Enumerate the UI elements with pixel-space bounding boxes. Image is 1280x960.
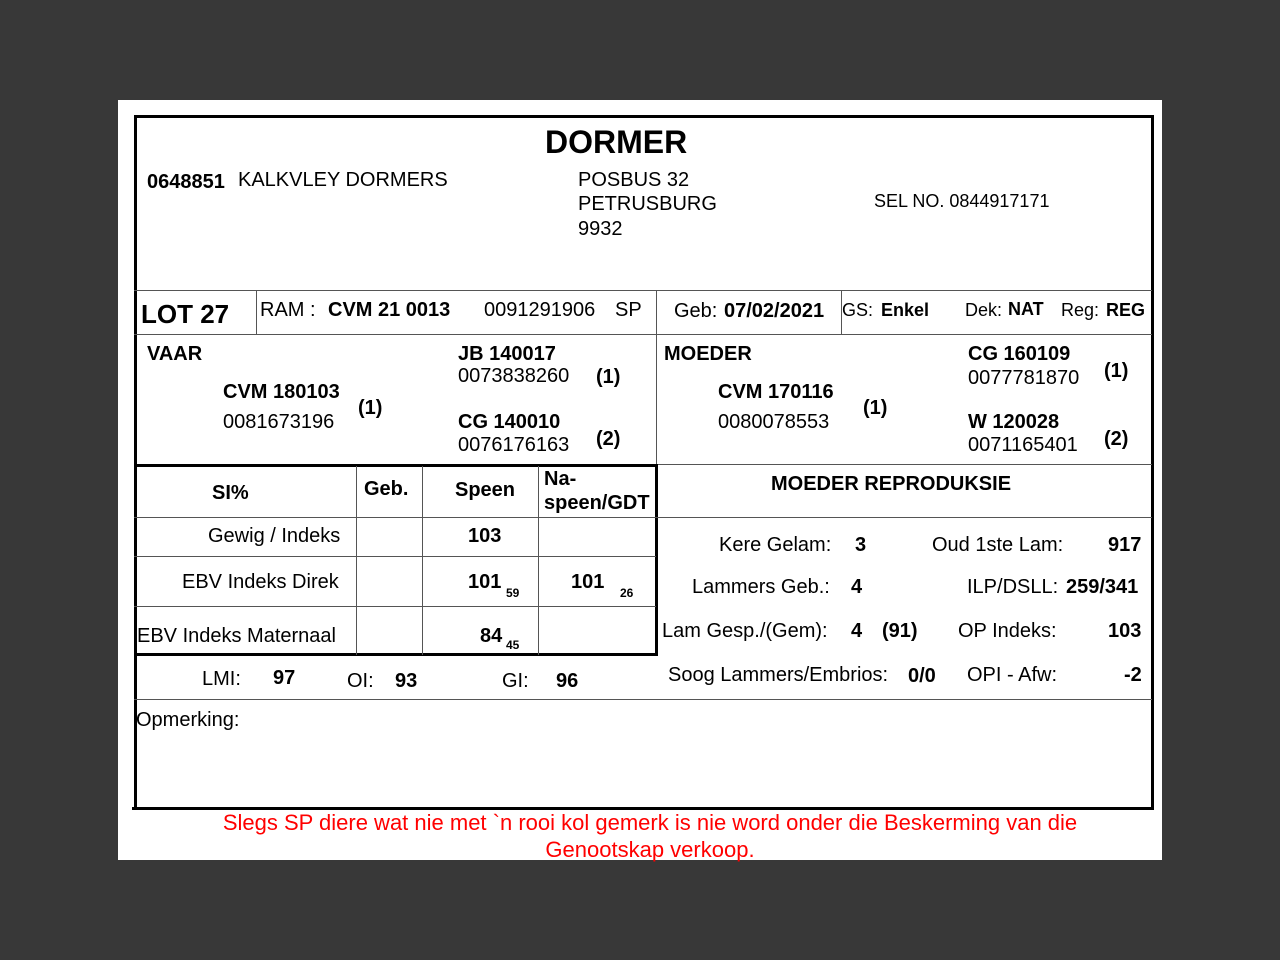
birth-date: 07/02/2021 — [724, 300, 825, 322]
oi-value: 93 — [395, 670, 418, 692]
dam-id: CVM 170116 — [718, 381, 834, 403]
gi-value: 96 — [556, 670, 579, 692]
soog-label: Soog Lammers/Embrios: — [668, 664, 889, 686]
dam-sire-id: CG 160109 — [968, 343, 1071, 365]
lammers-value: 4 — [851, 576, 863, 598]
gesp-value: 4 — [851, 620, 863, 642]
ram-status: SP — [615, 299, 642, 321]
sire-number: 0081673196 — [223, 411, 335, 433]
frame-left — [134, 115, 137, 810]
dam-dam-mark: (2) — [1104, 428, 1129, 450]
footer-notice-line2: Genootskap verkoop. — [545, 837, 755, 862]
naspeen-header-line2: speen/GDT — [544, 492, 650, 514]
geb-header: Geb. — [364, 478, 409, 500]
address-line-3: 9932 — [578, 218, 623, 240]
breed-title: DORMER — [545, 124, 688, 160]
reg-label: Reg: — [1061, 300, 1100, 320]
lot-row-bottom-line — [134, 334, 1152, 335]
reg-value: REG — [1106, 300, 1146, 320]
dek-label: Dek: — [965, 300, 1003, 320]
lot-number: LOT 27 — [141, 299, 230, 329]
phone-number: SEL NO. 0844917171 — [874, 191, 1050, 211]
row-label-ebv-maternaal: EBV Indeks Maternaal — [137, 625, 336, 647]
dam-number: 0080078553 — [718, 411, 830, 433]
ilp-label: ILP/DSLL: — [967, 576, 1059, 598]
sire-dam-number: 0076176163 — [458, 434, 570, 456]
footer-notice-line1: Slegs SP diere wat nie met `n rooi kol gemerk is nie word onder die Beskerming van die — [222, 810, 1078, 835]
remark-label: Opmerking: — [136, 709, 240, 731]
dam-mark: (1) — [863, 397, 888, 419]
gesp-label: Lam Gesp./(Gem): — [662, 620, 828, 642]
lot-row-top-line — [134, 290, 1152, 291]
sire-label: VAAR — [147, 343, 203, 365]
sire-sire-id: JB 140017 — [458, 343, 556, 365]
maternaal-speen-sub: 45 — [506, 638, 520, 652]
dam-label: MOEDER — [664, 343, 752, 365]
si-table-top — [134, 464, 658, 467]
kere-label: Kere Gelam: — [719, 534, 832, 556]
row-label-ebv-direk: EBV Indeks Direk — [182, 571, 339, 593]
dam-sire-mark: (1) — [1104, 360, 1129, 382]
naspeen-header-line1: Na- — [544, 468, 577, 490]
lmi-label: LMI: — [202, 668, 241, 690]
op-label: OP Indeks: — [958, 620, 1057, 642]
sire-dam-id: CG 140010 — [458, 411, 561, 433]
kere-value: 3 — [855, 534, 867, 556]
frame-top — [134, 115, 1154, 118]
si-table-bottom — [134, 653, 658, 656]
address-line-1: POSBUS 32 — [578, 169, 690, 191]
direk-naspeen-value: 101 — [571, 571, 605, 593]
oi-label: OI: — [347, 670, 374, 692]
lot-card — [118, 100, 1162, 860]
pedigree-divider — [656, 334, 657, 464]
ram-number: 0091291906 — [484, 299, 596, 321]
gs-label: GS: — [842, 300, 874, 320]
direk-speen-sub: 59 — [506, 586, 520, 600]
lammers-label: Lammers Geb.: — [692, 576, 830, 598]
sire-sire-mark: (1) — [596, 366, 621, 388]
birth-date-label: Geb: — [674, 300, 718, 322]
sire-dam-mark: (2) — [596, 428, 621, 450]
row-label-gewig: Gewig / Indeks — [208, 525, 341, 547]
direk-naspeen-sub: 26 — [620, 586, 634, 600]
si-header: SI% — [212, 482, 249, 504]
maternaal-speen-value: 84 — [480, 625, 503, 647]
gi-label: GI: — [502, 670, 529, 692]
si-table-right — [655, 464, 658, 656]
dam-dam-number: 0071165401 — [968, 434, 1078, 456]
reproduction-title: MOEDER REPRODUKSIE — [771, 473, 1012, 495]
oud-value: 917 — [1108, 534, 1142, 556]
dam-sire-number: 0077781870 — [968, 367, 1080, 389]
breeder-id: 0648851 — [147, 171, 225, 193]
soog-value: 0/0 — [908, 665, 936, 687]
ram-id: CVM 21 0013 — [328, 299, 451, 321]
opi-label: OPI - Afw: — [967, 664, 1058, 686]
direk-speen-value: 101 — [468, 571, 502, 593]
ram-label: RAM : — [260, 299, 316, 321]
dek-value: NAT — [1008, 299, 1044, 319]
sire-mark: (1) — [358, 397, 383, 419]
gem-value: (91) — [882, 620, 918, 642]
address-line-2: PETRUSBURG — [578, 193, 717, 215]
gs-value: Enkel — [881, 300, 930, 320]
ilp-value: 259/341 — [1066, 576, 1139, 598]
opi-value: -2 — [1124, 664, 1142, 686]
lmi-value: 97 — [273, 667, 296, 689]
dam-dam-id: W 120028 — [968, 411, 1060, 433]
breeder-name: KALKVLEY DORMERS — [238, 169, 448, 191]
frame-right — [1151, 115, 1154, 810]
gewig-speen-value: 103 — [468, 525, 502, 547]
sire-sire-number: 0073838260 — [458, 365, 570, 387]
op-value: 103 — [1108, 620, 1142, 642]
oud-label: Oud 1ste Lam: — [932, 534, 1064, 556]
sire-id: CVM 180103 — [223, 381, 340, 403]
speen-header: Speen — [455, 479, 516, 501]
